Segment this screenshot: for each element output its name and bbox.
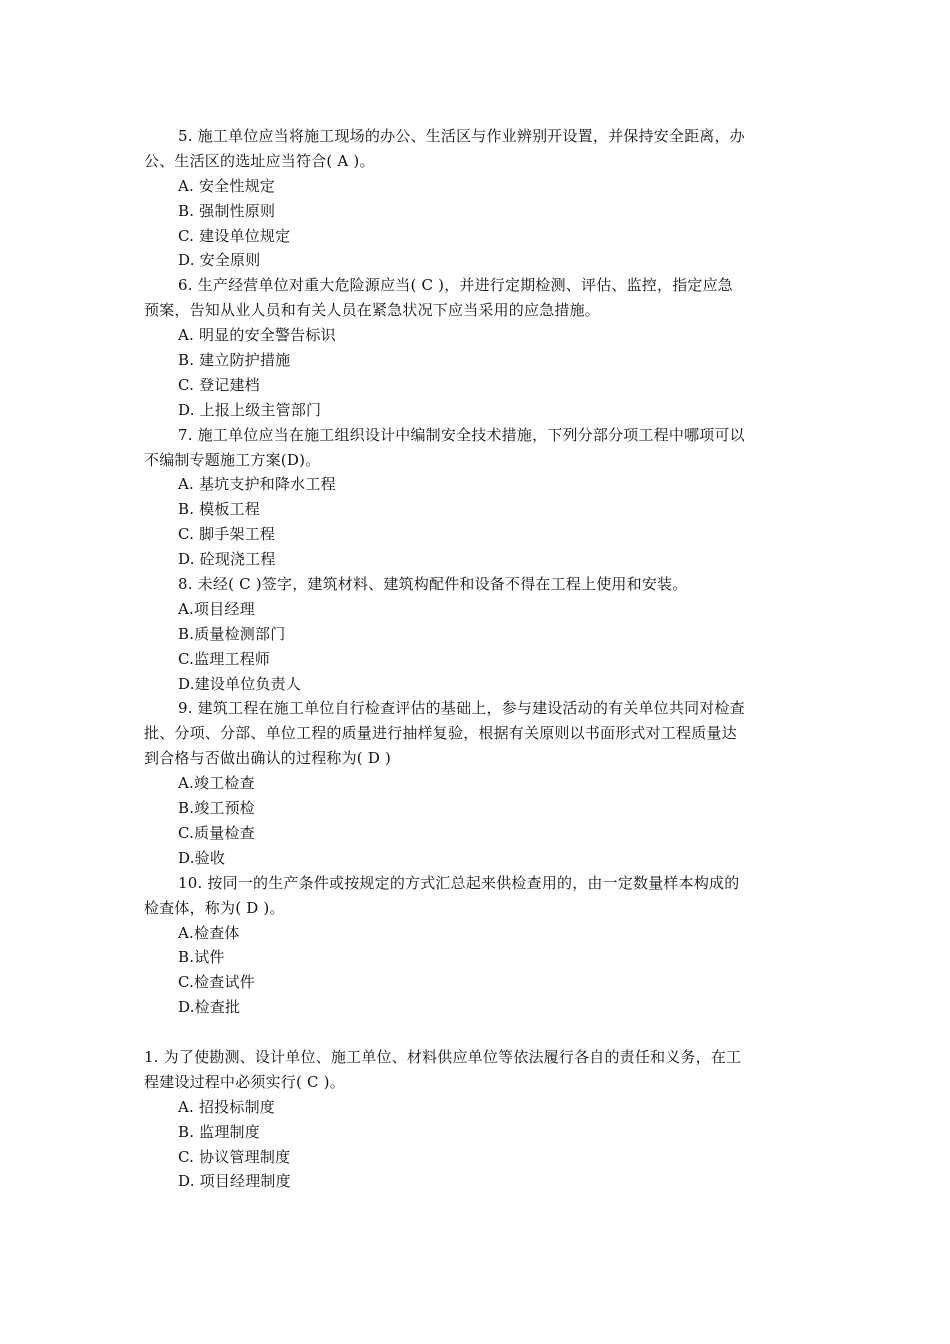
answer-option: A.项目经理 [178, 599, 255, 618]
answer-option: C.监理工程师 [178, 649, 271, 668]
answer-option: B. 建立防护措施 [178, 351, 291, 370]
answer-option: A. 基坑支护和降水工程 [178, 475, 336, 494]
question-stem: 10. 按同一的生产条件或按规定的方式汇总起来供检查用的，由一定数量样本构成的 [178, 873, 740, 892]
question-list [144, 124, 812, 1194]
answer-option: C. 建设单位规定 [178, 226, 291, 245]
answer-option: D. 上报上级主管部门 [178, 400, 322, 419]
question-stem-continued: 不编制专题施工方案(D)。 [144, 450, 321, 469]
question-stem-continued: 1. 为了使勘测、设计单位、施工单位、材料供应单位等依法履行各自的责任和义务，在工 [144, 1047, 742, 1066]
answer-option: A. 招投标制度 [178, 1097, 275, 1116]
question-stem: 5. 施工单位应当将施工现场的办公、生活区与作业辨别开设置，并保持安全距离，办 [178, 127, 745, 145]
question-stem-continued: 预案，告知从业人员和有关人员在紧急状况下应当采用的应急措施。 [144, 301, 601, 320]
question-stem: 7. 施工单位应当在施工组织设计中编制安全技术措施，下列分部分项工程中哪项可以 [178, 425, 745, 444]
answer-option: B. 监理制度 [178, 1122, 260, 1141]
answer-option: D.建设单位负责人 [178, 674, 302, 693]
answer-option: B.试件 [178, 948, 225, 967]
answer-option: D. 项目经理制度 [178, 1172, 291, 1191]
answer-option: B.竣工预检 [178, 799, 255, 818]
answer-option: C. 脚手架工程 [178, 525, 276, 544]
answer-option: B.质量检测部门 [178, 624, 286, 643]
answer-option: C.质量检查 [178, 823, 255, 842]
question-stem: 9. 建筑工程在施工单位自行检查评估的基础上，参与建设活动的有关单位共同对检查 [178, 699, 745, 718]
answer-option: A.检查体 [178, 923, 240, 942]
question-stem-continued: 批、分项、分部、单位工程的质量进行抽样复验，根据有关原则以书面形式对工程质量达 [144, 724, 737, 743]
answer-option: D.验收 [178, 848, 226, 867]
answer-option: C. 协议管理制度 [178, 1147, 291, 1166]
question-stem-continued: 程建设过程中必须实行( C )。 [144, 1072, 345, 1091]
answer-option: B. 模板工程 [178, 500, 260, 519]
answer-option: D. 安全原则 [178, 251, 261, 270]
question-stem-continued: 到合格与否做出确认的过程称为( D ) [144, 749, 392, 768]
question-stem: 8. 未经( C )签字，建筑材料、建筑构配件和设备不得在工程上使用和安装。 [178, 575, 688, 594]
blank-spacer [144, 1020, 812, 1045]
question-stem-continued: 公、生活区的选址应当符合( A )。 [144, 151, 375, 170]
question-stem: 6. 生产经营单位对重大危险源应当( C )，并进行定期检测、评估、监控，指定应急 [178, 276, 734, 295]
answer-option: A. 安全性规定 [178, 176, 275, 195]
answer-option: C.检查试件 [178, 973, 255, 992]
answer-option: A. 明显的安全警告标识 [178, 326, 336, 345]
answer-option: D. 砼现浇工程 [178, 550, 276, 569]
question-stem-continued: 检查体，称为( D )。 [144, 898, 285, 917]
answer-option: A.竣工检查 [178, 774, 255, 793]
answer-option: B. 强制性原则 [178, 201, 276, 220]
answer-option: D.检查批 [178, 998, 241, 1017]
answer-option: C. 登记建档 [178, 375, 260, 394]
